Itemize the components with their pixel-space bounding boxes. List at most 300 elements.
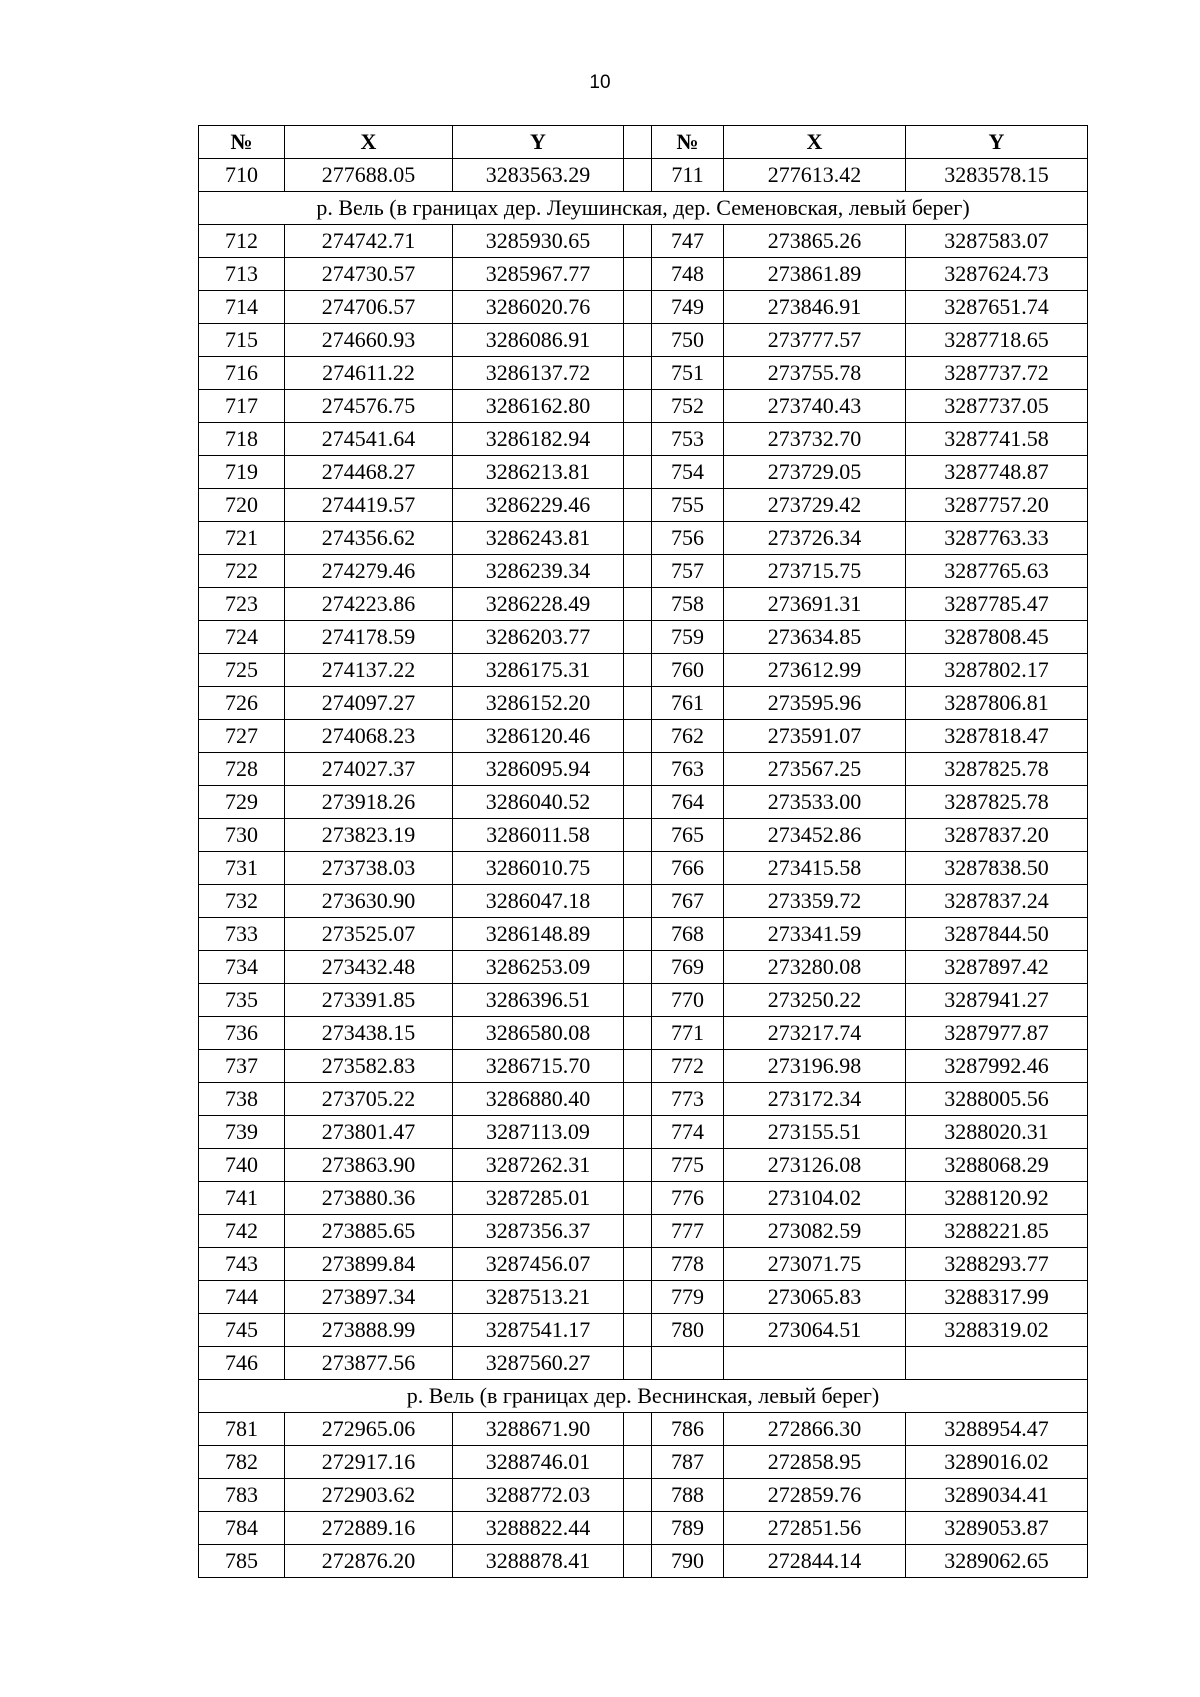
x-coordinate: 272876.20 — [285, 1545, 453, 1578]
y-coordinate: 3286152.20 — [453, 687, 624, 720]
point-number: 789 — [652, 1512, 724, 1545]
x-coordinate: 273415.58 — [724, 852, 906, 885]
spacer-cell — [624, 1017, 652, 1050]
y-coordinate: 3286396.51 — [453, 984, 624, 1017]
point-number: 787 — [652, 1446, 724, 1479]
table-header-row — [199, 126, 1088, 159]
table-row — [199, 1512, 1088, 1545]
x-coordinate: 272844.14 — [724, 1545, 906, 1578]
point-number: 721 — [199, 522, 285, 555]
table-row — [199, 423, 1088, 456]
table-row — [199, 720, 1088, 753]
spacer-cell — [624, 753, 652, 786]
x-coordinate: 277688.05 — [285, 159, 453, 192]
point-number: 774 — [652, 1116, 724, 1149]
header-y-right: Y — [906, 126, 1088, 159]
spacer-cell — [624, 1545, 652, 1578]
y-coordinate: 3287737.05 — [906, 390, 1088, 423]
table-row — [199, 786, 1088, 819]
y-coordinate: 3287737.72 — [906, 357, 1088, 390]
y-coordinate: 3288293.77 — [906, 1248, 1088, 1281]
x-coordinate: 273595.96 — [724, 687, 906, 720]
y-coordinate: 3286175.31 — [453, 654, 624, 687]
y-coordinate: 3287825.78 — [906, 753, 1088, 786]
spacer-cell — [624, 324, 652, 357]
table-row — [199, 852, 1088, 885]
x-coordinate: 272889.16 — [285, 1512, 453, 1545]
spacer-cell — [624, 1116, 652, 1149]
y-coordinate — [906, 1347, 1088, 1380]
point-number: 764 — [652, 786, 724, 819]
y-coordinate: 3287560.27 — [453, 1347, 624, 1380]
y-coordinate: 3289053.87 — [906, 1512, 1088, 1545]
spacer-cell — [624, 786, 652, 819]
point-number: 710 — [199, 159, 285, 192]
x-coordinate: 274419.57 — [285, 489, 453, 522]
point-number: 730 — [199, 819, 285, 852]
x-coordinate: 274742.71 — [285, 225, 453, 258]
header-number-left: № — [199, 126, 285, 159]
point-number: 744 — [199, 1281, 285, 1314]
spacer-cell — [624, 1446, 652, 1479]
x-coordinate: 274541.64 — [285, 423, 453, 456]
x-coordinate: 273897.34 — [285, 1281, 453, 1314]
y-coordinate: 3286120.46 — [453, 720, 624, 753]
table-row — [199, 225, 1088, 258]
point-number: 735 — [199, 984, 285, 1017]
y-coordinate: 3287844.50 — [906, 918, 1088, 951]
x-coordinate: 273918.26 — [285, 786, 453, 819]
spacer-cell — [624, 885, 652, 918]
table-row — [199, 588, 1088, 621]
table-row — [199, 324, 1088, 357]
y-coordinate: 3287765.63 — [906, 555, 1088, 588]
point-number: 732 — [199, 885, 285, 918]
y-coordinate: 3286243.81 — [453, 522, 624, 555]
point-number: 785 — [199, 1545, 285, 1578]
x-coordinate: 277613.42 — [724, 159, 906, 192]
point-number: 780 — [652, 1314, 724, 1347]
y-coordinate: 3288005.56 — [906, 1083, 1088, 1116]
y-coordinate: 3287763.33 — [906, 522, 1088, 555]
table-row — [199, 687, 1088, 720]
point-number: 755 — [652, 489, 724, 522]
table-row — [199, 159, 1088, 192]
y-coordinate: 3286148.89 — [453, 918, 624, 951]
y-coordinate: 3287356.37 — [453, 1215, 624, 1248]
point-number — [652, 1347, 724, 1380]
y-coordinate: 3286253.09 — [453, 951, 624, 984]
table-row — [199, 1248, 1088, 1281]
y-coordinate: 3286047.18 — [453, 885, 624, 918]
point-number: 781 — [199, 1413, 285, 1446]
x-coordinate: 273172.34 — [724, 1083, 906, 1116]
x-coordinate: 274068.23 — [285, 720, 453, 753]
point-number: 784 — [199, 1512, 285, 1545]
point-number: 729 — [199, 786, 285, 819]
x-coordinate: 273691.31 — [724, 588, 906, 621]
spacer-cell — [624, 225, 652, 258]
spacer-cell — [624, 522, 652, 555]
point-number: 714 — [199, 291, 285, 324]
spacer-cell — [624, 1479, 652, 1512]
point-number: 747 — [652, 225, 724, 258]
table-row — [199, 654, 1088, 687]
point-number: 718 — [199, 423, 285, 456]
point-number: 712 — [199, 225, 285, 258]
table-row — [199, 1347, 1088, 1380]
x-coordinate: 274706.57 — [285, 291, 453, 324]
table-row — [199, 984, 1088, 1017]
spacer-cell — [624, 489, 652, 522]
point-number: 739 — [199, 1116, 285, 1149]
x-coordinate: 273899.84 — [285, 1248, 453, 1281]
point-number: 742 — [199, 1215, 285, 1248]
y-coordinate: 3286162.80 — [453, 390, 624, 423]
x-coordinate: 274097.27 — [285, 687, 453, 720]
point-number: 750 — [652, 324, 724, 357]
y-coordinate: 3287456.07 — [453, 1248, 624, 1281]
table-row — [199, 621, 1088, 654]
x-coordinate: 274279.46 — [285, 555, 453, 588]
x-coordinate: 273591.07 — [724, 720, 906, 753]
table-row — [199, 819, 1088, 852]
y-coordinate: 3287818.47 — [906, 720, 1088, 753]
y-coordinate: 3288878.41 — [453, 1545, 624, 1578]
x-coordinate: 273729.05 — [724, 456, 906, 489]
point-number: 779 — [652, 1281, 724, 1314]
spacer-cell — [624, 621, 652, 654]
x-coordinate: 273880.36 — [285, 1182, 453, 1215]
point-number: 778 — [652, 1248, 724, 1281]
y-coordinate: 3286715.70 — [453, 1050, 624, 1083]
y-coordinate: 3288746.01 — [453, 1446, 624, 1479]
point-number: 758 — [652, 588, 724, 621]
x-coordinate: 273391.85 — [285, 984, 453, 1017]
y-coordinate: 3288317.99 — [906, 1281, 1088, 1314]
y-coordinate: 3286011.58 — [453, 819, 624, 852]
x-coordinate: 273612.99 — [724, 654, 906, 687]
x-coordinate: 273634.85 — [724, 621, 906, 654]
y-coordinate: 3287897.42 — [906, 951, 1088, 984]
x-coordinate: 273533.00 — [724, 786, 906, 819]
table-row — [199, 1545, 1088, 1578]
x-coordinate: 273740.43 — [724, 390, 906, 423]
x-coordinate: 273438.15 — [285, 1017, 453, 1050]
point-number: 737 — [199, 1050, 285, 1083]
y-coordinate: 3287583.07 — [906, 225, 1088, 258]
x-coordinate: 273250.22 — [724, 984, 906, 1017]
y-coordinate: 3286213.81 — [453, 456, 624, 489]
x-coordinate: 273846.91 — [724, 291, 906, 324]
x-coordinate: 273861.89 — [724, 258, 906, 291]
point-number: 759 — [652, 621, 724, 654]
y-coordinate: 3286040.52 — [453, 786, 624, 819]
spacer-cell — [624, 390, 652, 423]
x-coordinate: 273155.51 — [724, 1116, 906, 1149]
point-number: 716 — [199, 357, 285, 390]
spacer-cell — [624, 258, 652, 291]
spacer-cell — [624, 1248, 652, 1281]
point-number: 753 — [652, 423, 724, 456]
x-coordinate: 273729.42 — [724, 489, 906, 522]
spacer-cell — [624, 918, 652, 951]
x-coordinate: 273452.86 — [724, 819, 906, 852]
table-row — [199, 1479, 1088, 1512]
header-x-right: X — [724, 126, 906, 159]
y-coordinate: 3287513.21 — [453, 1281, 624, 1314]
spacer-cell — [624, 588, 652, 621]
spacer-cell — [624, 654, 652, 687]
point-number: 766 — [652, 852, 724, 885]
spacer-cell — [624, 687, 652, 720]
point-number: 745 — [199, 1314, 285, 1347]
point-number: 788 — [652, 1479, 724, 1512]
y-coordinate: 3287541.17 — [453, 1314, 624, 1347]
point-number: 775 — [652, 1149, 724, 1182]
spacer-cell — [624, 423, 652, 456]
y-coordinate: 3287825.78 — [906, 786, 1088, 819]
y-coordinate: 3286228.49 — [453, 588, 624, 621]
spacer-cell — [624, 1083, 652, 1116]
y-coordinate: 3287785.47 — [906, 588, 1088, 621]
table-row — [199, 753, 1088, 786]
y-coordinate: 3287837.24 — [906, 885, 1088, 918]
table-row — [199, 1017, 1088, 1050]
y-coordinate: 3288954.47 — [906, 1413, 1088, 1446]
point-number: 717 — [199, 390, 285, 423]
x-coordinate: 273196.98 — [724, 1050, 906, 1083]
point-number: 722 — [199, 555, 285, 588]
y-coordinate: 3289062.65 — [906, 1545, 1088, 1578]
spacer-cell — [624, 357, 652, 390]
table-row — [199, 456, 1088, 489]
table-row — [199, 390, 1088, 423]
x-coordinate: 273567.25 — [724, 753, 906, 786]
point-number: 713 — [199, 258, 285, 291]
point-number: 720 — [199, 489, 285, 522]
y-coordinate: 3287624.73 — [906, 258, 1088, 291]
point-number: 741 — [199, 1182, 285, 1215]
x-coordinate: 272859.76 — [724, 1479, 906, 1512]
table-row — [199, 1149, 1088, 1182]
x-coordinate: 274576.75 — [285, 390, 453, 423]
y-coordinate: 3286203.77 — [453, 621, 624, 654]
point-number: 768 — [652, 918, 724, 951]
point-number: 777 — [652, 1215, 724, 1248]
table-row — [199, 522, 1088, 555]
x-coordinate: 273755.78 — [724, 357, 906, 390]
point-number: 715 — [199, 324, 285, 357]
point-number: 733 — [199, 918, 285, 951]
x-coordinate: 272851.56 — [724, 1512, 906, 1545]
page-number: 10 — [589, 72, 611, 93]
x-coordinate: 273823.19 — [285, 819, 453, 852]
y-coordinate: 3287748.87 — [906, 456, 1088, 489]
spacer-cell — [624, 159, 652, 192]
point-number: 776 — [652, 1182, 724, 1215]
x-coordinate: 273888.99 — [285, 1314, 453, 1347]
x-coordinate: 273104.02 — [724, 1182, 906, 1215]
x-coordinate: 272903.62 — [285, 1479, 453, 1512]
x-coordinate: 273065.83 — [724, 1281, 906, 1314]
x-coordinate: 273082.59 — [724, 1215, 906, 1248]
y-coordinate: 3288068.29 — [906, 1149, 1088, 1182]
y-coordinate: 3285930.65 — [453, 225, 624, 258]
point-number: 771 — [652, 1017, 724, 1050]
y-coordinate: 3287651.74 — [906, 291, 1088, 324]
point-number: 724 — [199, 621, 285, 654]
header-x-left: X — [285, 126, 453, 159]
x-coordinate: 273885.65 — [285, 1215, 453, 1248]
point-number: 723 — [199, 588, 285, 621]
y-coordinate: 3287977.87 — [906, 1017, 1088, 1050]
spacer-cell — [624, 1149, 652, 1182]
x-coordinate: 273432.48 — [285, 951, 453, 984]
y-coordinate: 3286137.72 — [453, 357, 624, 390]
point-number: 711 — [652, 159, 724, 192]
y-coordinate: 3288020.31 — [906, 1116, 1088, 1149]
x-coordinate: 273280.08 — [724, 951, 906, 984]
x-coordinate: 273359.72 — [724, 885, 906, 918]
x-coordinate: 273877.56 — [285, 1347, 453, 1380]
spacer-cell — [624, 555, 652, 588]
table-row — [199, 1215, 1088, 1248]
y-coordinate: 3286086.91 — [453, 324, 624, 357]
spacer-cell — [624, 984, 652, 1017]
x-coordinate: 273705.22 — [285, 1083, 453, 1116]
x-coordinate: 272858.95 — [724, 1446, 906, 1479]
point-number: 769 — [652, 951, 724, 984]
table-row — [199, 1413, 1088, 1446]
x-coordinate: 274611.22 — [285, 357, 453, 390]
x-coordinate: 273863.90 — [285, 1149, 453, 1182]
y-coordinate: 3288822.44 — [453, 1512, 624, 1545]
y-coordinate: 3287802.17 — [906, 654, 1088, 687]
table-row — [199, 291, 1088, 324]
y-coordinate: 3286095.94 — [453, 753, 624, 786]
spacer-cell — [624, 1281, 652, 1314]
spacer-cell — [624, 720, 652, 753]
point-number: 757 — [652, 555, 724, 588]
point-number: 727 — [199, 720, 285, 753]
x-coordinate: 273126.08 — [724, 1149, 906, 1182]
y-coordinate: 3287757.20 — [906, 489, 1088, 522]
y-coordinate: 3287262.31 — [453, 1149, 624, 1182]
x-coordinate: 274223.86 — [285, 588, 453, 621]
point-number: 773 — [652, 1083, 724, 1116]
point-number: 767 — [652, 885, 724, 918]
y-coordinate: 3287741.58 — [906, 423, 1088, 456]
y-coordinate: 3289016.02 — [906, 1446, 1088, 1479]
y-coordinate: 3286182.94 — [453, 423, 624, 456]
point-number: 749 — [652, 291, 724, 324]
y-coordinate: 3287113.09 — [453, 1116, 624, 1149]
point-number: 725 — [199, 654, 285, 687]
x-coordinate: 273217.74 — [724, 1017, 906, 1050]
point-number: 761 — [652, 687, 724, 720]
spacer-cell — [624, 1413, 652, 1446]
point-number: 786 — [652, 1413, 724, 1446]
x-coordinate: 274137.22 — [285, 654, 453, 687]
x-coordinate: 272866.30 — [724, 1413, 906, 1446]
table-row — [199, 258, 1088, 291]
table-row — [199, 1281, 1088, 1314]
x-coordinate: 273341.59 — [724, 918, 906, 951]
x-coordinate: 273801.47 — [285, 1116, 453, 1149]
point-number: 736 — [199, 1017, 285, 1050]
point-number: 746 — [199, 1347, 285, 1380]
spacer-cell — [624, 291, 652, 324]
point-number: 719 — [199, 456, 285, 489]
x-coordinate: 274178.59 — [285, 621, 453, 654]
point-number: 770 — [652, 984, 724, 1017]
y-coordinate: 3286239.34 — [453, 555, 624, 588]
point-number: 738 — [199, 1083, 285, 1116]
y-coordinate: 3287285.01 — [453, 1182, 624, 1215]
x-coordinate: 273865.26 — [724, 225, 906, 258]
header-spacer — [624, 126, 652, 159]
y-coordinate: 3287837.20 — [906, 819, 1088, 852]
table-row — [199, 1446, 1088, 1479]
y-coordinate: 3286580.08 — [453, 1017, 624, 1050]
table-row — [199, 1182, 1088, 1215]
coordinates-table — [198, 125, 1088, 1578]
spacer-cell — [624, 1314, 652, 1347]
section-title-row — [199, 1380, 1088, 1413]
table-body — [199, 159, 1088, 1578]
y-coordinate: 3283563.29 — [453, 159, 624, 192]
y-coordinate: 3286880.40 — [453, 1083, 624, 1116]
point-number: 765 — [652, 819, 724, 852]
point-number: 763 — [652, 753, 724, 786]
table-row — [199, 1083, 1088, 1116]
spacer-cell — [624, 951, 652, 984]
table-row — [199, 885, 1088, 918]
x-coordinate: 273582.83 — [285, 1050, 453, 1083]
point-number: 751 — [652, 357, 724, 390]
x-coordinate: 274660.93 — [285, 324, 453, 357]
table-row — [199, 1116, 1088, 1149]
section-title: р. Вель (в границах дер. Веснинская, левый берег) — [199, 1380, 1088, 1413]
spacer-cell — [624, 852, 652, 885]
y-coordinate: 3287718.65 — [906, 324, 1088, 357]
y-coordinate: 3285967.77 — [453, 258, 624, 291]
header-y-left: Y — [453, 126, 624, 159]
x-coordinate: 273777.57 — [724, 324, 906, 357]
point-number: 772 — [652, 1050, 724, 1083]
x-coordinate: 274027.37 — [285, 753, 453, 786]
spacer-cell — [624, 1215, 652, 1248]
x-coordinate: 274468.27 — [285, 456, 453, 489]
x-coordinate: 273525.07 — [285, 918, 453, 951]
point-number: 782 — [199, 1446, 285, 1479]
point-number: 734 — [199, 951, 285, 984]
table-row — [199, 489, 1088, 522]
spacer-cell — [624, 1050, 652, 1083]
y-coordinate: 3288772.03 — [453, 1479, 624, 1512]
x-coordinate: 273715.75 — [724, 555, 906, 588]
point-number: 760 — [652, 654, 724, 687]
y-coordinate: 3286020.76 — [453, 291, 624, 324]
point-number: 731 — [199, 852, 285, 885]
point-number: 752 — [652, 390, 724, 423]
x-coordinate: 274356.62 — [285, 522, 453, 555]
y-coordinate: 3283578.15 — [906, 159, 1088, 192]
point-number: 740 — [199, 1149, 285, 1182]
x-coordinate: 273630.90 — [285, 885, 453, 918]
table-row — [199, 555, 1088, 588]
